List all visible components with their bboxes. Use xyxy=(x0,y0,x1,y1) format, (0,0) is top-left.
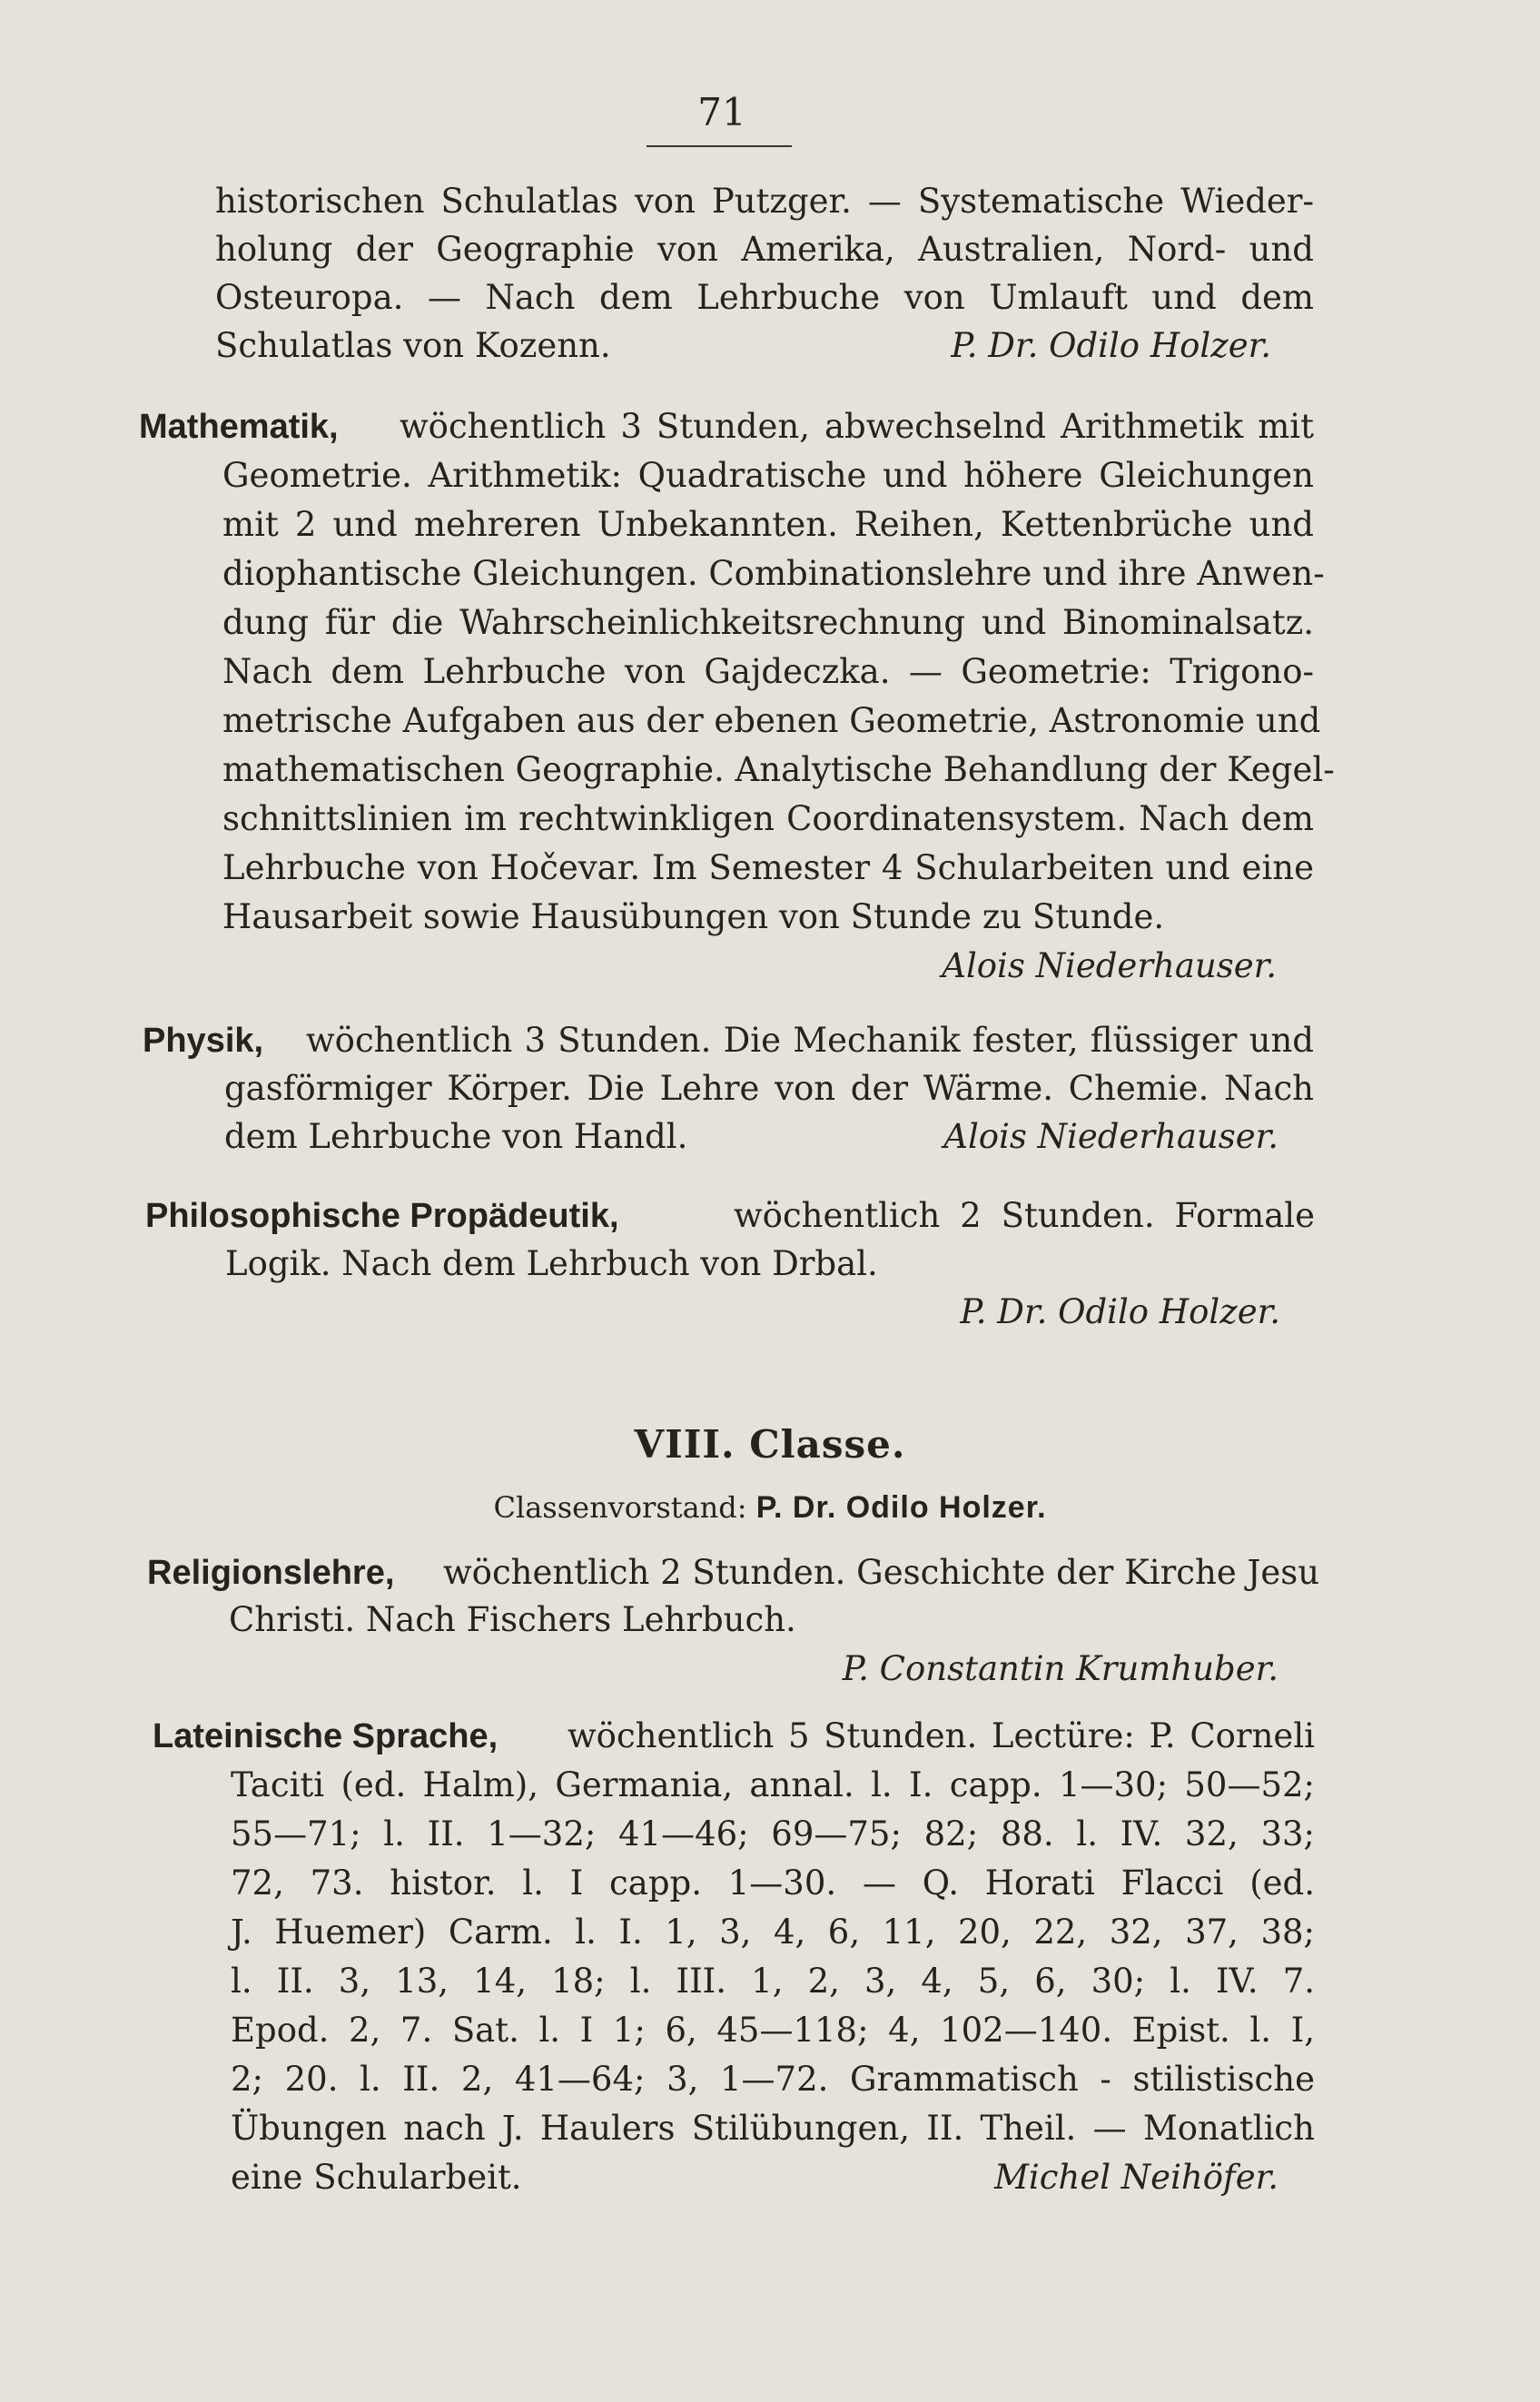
text-line: Hausarbeit sowie Hausübungen von Stunde zu Stunde. xyxy=(222,897,1165,936)
text-line: wöchentlich 3 Stunden. Die Mechanik fester, flüssiger und xyxy=(306,1021,1314,1060)
section-heading: Lateinische Sprache, xyxy=(153,1717,499,1755)
page-number-rule xyxy=(647,145,792,147)
classe-title: VIII. Classe. xyxy=(634,1422,906,1467)
text-line: dem Lehrbuche von Handl. xyxy=(224,1117,688,1156)
text-line: schnittslinien im rechtwinkligen Coordinatensystem. Nach dem xyxy=(222,799,1314,838)
text-line: wöchentlich 5 Stunden. Lectüre: P. Corneli xyxy=(568,1716,1315,1755)
author-signature: Michel Neihöfer. xyxy=(994,2158,1278,2197)
section-heading: Physik, xyxy=(143,1022,264,1060)
text-line: wöchentlich 2 Stunden. Formale xyxy=(734,1196,1315,1235)
text-line: wöchentlich 3 Stunden, abwechselnd Arithmetik mit xyxy=(400,407,1314,446)
author-signature: Alois Niederhauser. xyxy=(942,946,1277,985)
author-signature: P. Constantin Krumhuber. xyxy=(842,1649,1278,1688)
text-line: wöchentlich 2 Stunden. Geschichte der Kirche Jesu xyxy=(443,1553,1320,1592)
text-line: Osteuropa. — Nach dem Lehrbuche von Umlauft und dem xyxy=(215,278,1314,317)
text-line: 55—71; l. II. 1—32; 41—46; 69—75; 82; 88. l. IV. 32, 33; xyxy=(231,1814,1315,1853)
text-line: Schulatlas von Kozenn. xyxy=(215,326,611,365)
classenvorstand xyxy=(0,1487,1540,1528)
text-line: holung der Geographie von Amerika, Australien, Nord- und xyxy=(215,230,1314,269)
text-line: Logik. Nach dem Lehrbuch von Drbal. xyxy=(225,1244,878,1283)
author-signature: P. Dr. Odilo Holzer. xyxy=(951,326,1271,365)
text-line: Christi. Nach Fischers Lehrbuch. xyxy=(229,1600,796,1639)
text-line: Epod. 2, 7. Sat. l. I 1; 6, 45—118; 4, 102—140. Epist. l. I, xyxy=(231,2011,1315,2050)
text-line: Übungen nach J. Haulers Stilübungen, II. Theil. — Monatlich xyxy=(231,2109,1315,2148)
text-line: J. Huemer) Carm. l. I. 1, 3, 4, 6, 11, 20, 22, 32, 37, 38; xyxy=(231,1913,1315,1952)
author-signature: Alois Niederhauser. xyxy=(943,1117,1278,1156)
text-line: diophantische Gleichungen. Combinationslehre und ihre Anwen- xyxy=(222,554,1325,593)
section-heading: Mathematik, xyxy=(139,408,339,446)
page-number: 71 xyxy=(697,90,746,134)
text-line: Lehrbuche von Hočevar. Im Semester 4 Schularbeiten und eine xyxy=(222,848,1314,887)
classenvorstand-name: P. Dr. Odilo Holzer. xyxy=(755,1490,1047,1525)
text-line: mit 2 und mehreren Unbekannten. Reihen, Kettenbrüche und xyxy=(222,505,1314,544)
text-line: gasförmiger Körper. Die Lehre von der Wärme. Chemie. Nach xyxy=(224,1069,1314,1108)
text-line: Geometrie. Arithmetik: Quadratische und höhere Gleichungen xyxy=(222,456,1314,495)
text-line: dung für die Wahrscheinlichkeitsrechnung und Binominalsatz. xyxy=(222,603,1314,642)
section-heading: Religionslehre, xyxy=(147,1554,395,1592)
text-line: 72, 73. histor. l. I capp. 1—30. — Q. Horati Flacci (ed. xyxy=(231,1863,1315,1903)
author-signature: P. Dr. Odilo Holzer. xyxy=(960,1292,1280,1331)
text-line: historischen Schulatlas von Putzger. — Systematische Wieder- xyxy=(215,182,1314,221)
text-line: 2; 20. l. II. 2, 41—64; 3, 1—72. Grammatisch - stilistische xyxy=(231,2060,1315,2099)
text-line: Nach dem Lehrbuche von Gajdeczka. — Geometrie: Trigono- xyxy=(222,652,1314,691)
classenvorstand-label: Classenvorstand: xyxy=(493,1490,747,1525)
text-line: mathematischen Geographie. Analytische Behandlung der Kegel- xyxy=(222,750,1335,789)
text-line: Taciti (ed. Halm), Germania, annal. l. I. capp. 1—30; 50—52; xyxy=(231,1765,1315,1804)
section-heading: Philosophische Propädeutik, xyxy=(145,1197,619,1235)
text-line: metrische Aufgaben aus der ebenen Geometrie, Astronomie und xyxy=(222,701,1321,740)
text-line: eine Schularbeit. xyxy=(231,2158,522,2197)
text-line: l. II. 3, 13, 14, 18; l. III. 1, 2, 3, 4, 5, 6, 30; l. IV. 7. xyxy=(231,1962,1315,2001)
